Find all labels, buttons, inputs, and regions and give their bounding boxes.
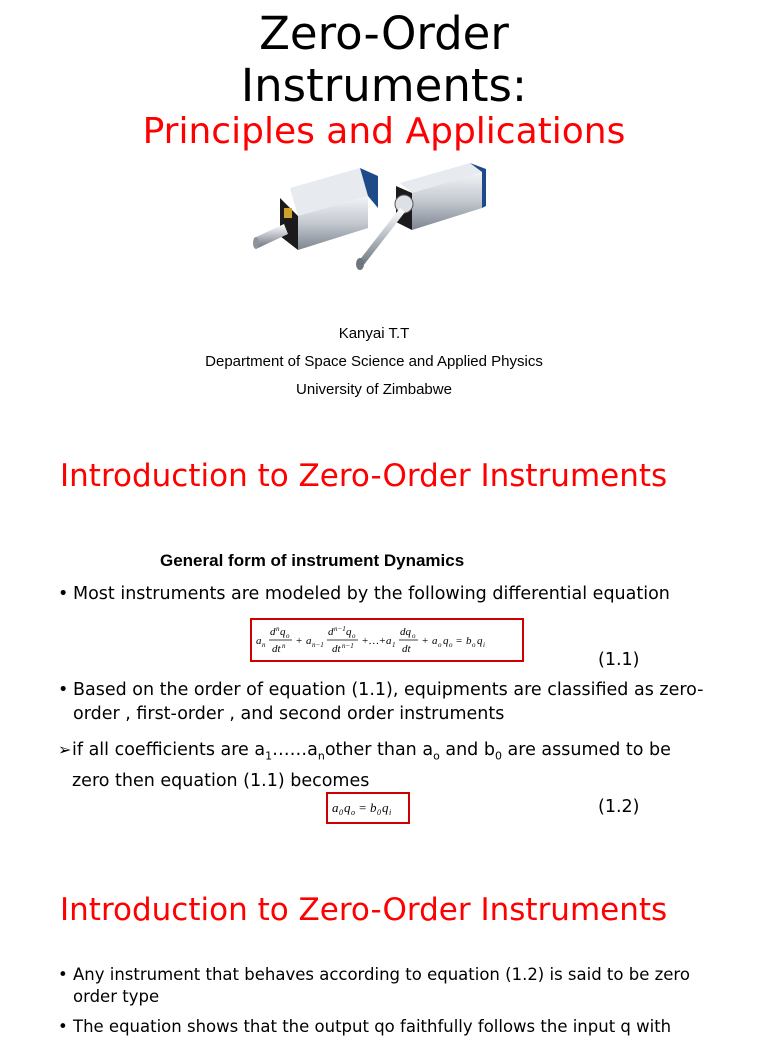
bullet-output-follows-input — [58, 1016, 708, 1038]
svg-text:1: 1 — [392, 641, 396, 649]
svg-text:a: a — [432, 635, 438, 647]
svg-text:=: = — [456, 635, 463, 647]
bullet-mark: • — [58, 1017, 68, 1036]
svg-text:q: q — [346, 626, 352, 638]
svg-text:n−1: n−1 — [342, 642, 354, 650]
equation-1-1-graphic — [252, 620, 522, 660]
section-title: Introduction to Zero-Order Instruments — [60, 892, 668, 928]
equation-1-1 — [250, 618, 524, 662]
svg-text:n: n — [282, 642, 286, 650]
bullet-text: Based on the order of equation (1.1), equipments are classified as zero-order , first-order , and second order instruments — [73, 680, 704, 724]
bullet-coefficients — [58, 738, 708, 793]
arrow-bullet-icon: ➢ — [58, 740, 72, 759]
svg-text:dt: dt — [402, 643, 411, 655]
sub-heading: General form of instrument Dynamics — [160, 551, 465, 570]
title-line-1: Zero-Order — [259, 7, 509, 60]
title-line-2: Instruments: — [240, 59, 528, 112]
svg-text:d: d — [328, 626, 334, 638]
author-info — [0, 320, 748, 404]
bullet-mark: • — [58, 584, 69, 604]
svg-text:a: a — [256, 635, 262, 647]
svg-text:o: o — [412, 632, 416, 640]
svg-text:q: q — [443, 635, 449, 647]
bullet-text: if all coefficients are $a_1\dots\dots a_nother$ than $a_o$ and $b_0$ are assumed to be zero then equation (1.1) becomes — [72, 740, 671, 791]
svg-text:i: i — [483, 641, 485, 649]
svg-text:q: q — [280, 626, 286, 638]
svg-text:q: q — [477, 635, 483, 647]
svg-text:o: o — [449, 641, 453, 649]
svg-text:dt: dt — [332, 643, 341, 655]
svg-text:n−1: n−1 — [334, 625, 346, 633]
section-title: Introduction to Zero-Order Instruments — [60, 458, 668, 494]
bullet-text: Any instrument that behaves according to equation (1.2) is said to be zero order type — [73, 965, 690, 1006]
svg-text:dq: dq — [400, 626, 411, 638]
intro-slide — [0, 440, 768, 860]
svg-text:b: b — [466, 635, 472, 647]
svg-text:0: 0 — [377, 808, 381, 817]
equation-number-1-2: (1.2) — [598, 797, 640, 817]
title-slide — [0, 0, 768, 420]
bullet-classification — [58, 678, 708, 726]
svg-text:o: o — [286, 632, 290, 640]
svg-text:o: o — [351, 808, 355, 817]
department-name: Department of Space Science and Applied Physics — [205, 353, 543, 370]
svg-text:o: o — [472, 641, 476, 649]
svg-text:i: i — [389, 808, 392, 817]
equation-1-2-graphic — [328, 794, 408, 822]
bullet-differential-equation — [58, 582, 708, 606]
university-name: University of Zimbabwe — [296, 381, 452, 398]
svg-text:=: = — [359, 800, 367, 815]
bullet-mark: • — [58, 965, 68, 984]
bullet-mark: • — [58, 680, 69, 700]
svg-text:n−1: n−1 — [312, 641, 324, 649]
svg-text:o: o — [438, 641, 442, 649]
svg-text:b: b — [370, 800, 377, 815]
svg-text:0: 0 — [339, 808, 343, 817]
slide-subtitle: Principles and Applications — [142, 111, 626, 152]
svg-text:n: n — [276, 625, 280, 633]
bullet-text: The equation shows that the output qo faithfully follows the input q with — [73, 1017, 672, 1036]
svg-text:+…+: +…+ — [362, 635, 386, 647]
svg-text:+: + — [296, 635, 303, 647]
bullet-text: Most instruments are modeled by the following differential equation — [73, 584, 670, 604]
slide-title — [0, 8, 768, 112]
svg-text:q: q — [344, 800, 351, 815]
svg-text:a: a — [332, 800, 339, 815]
svg-text:dt: dt — [272, 643, 281, 655]
svg-text:+: + — [422, 635, 429, 647]
svg-text:o: o — [352, 632, 356, 640]
svg-text:q: q — [382, 800, 389, 815]
intro-slide-continued — [0, 880, 768, 1040]
svg-text:a: a — [386, 635, 392, 647]
equation-number-1-1: (1.1) — [598, 650, 640, 670]
svg-text:d: d — [270, 626, 276, 638]
author-name: Kanyai T.T — [338, 325, 410, 342]
equation-1-2 — [326, 792, 410, 824]
left-sensor-shape — [253, 168, 378, 250]
instrument-product-image — [250, 158, 500, 286]
svg-text:n: n — [262, 641, 266, 649]
svg-text:a: a — [306, 635, 312, 647]
bullet-zero-order-type — [58, 964, 708, 1008]
